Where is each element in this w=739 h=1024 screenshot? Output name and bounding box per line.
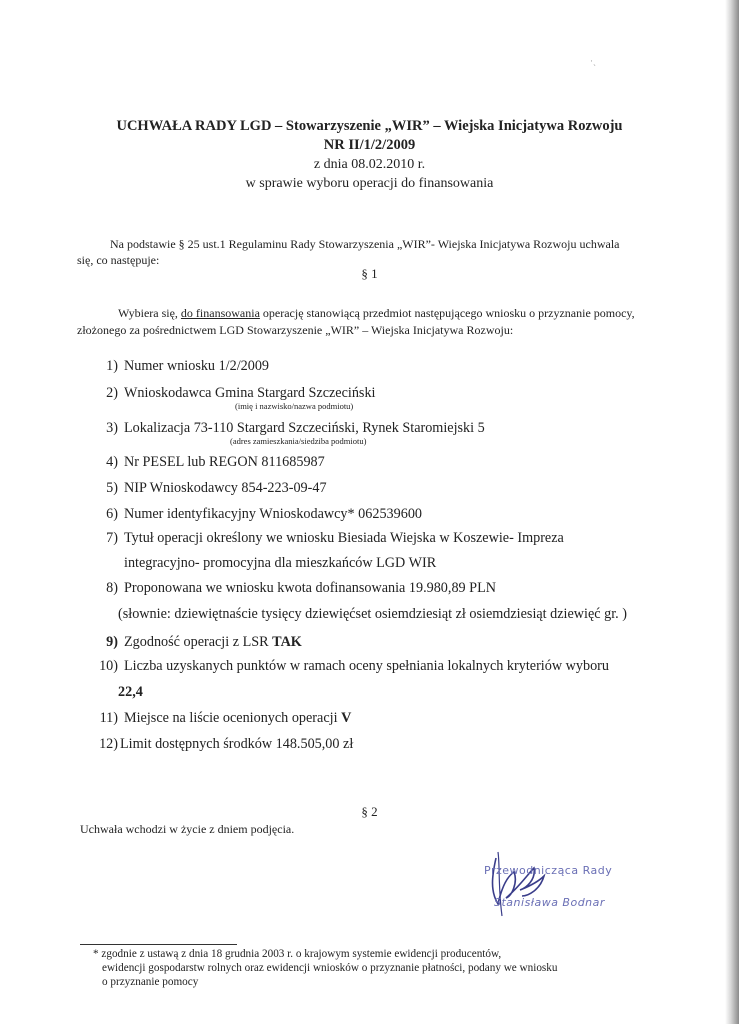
- preamble-line-2: się, co następuje:: [77, 253, 160, 267]
- resolution-date: z dnia 08.02.2010 r.: [313, 157, 426, 172]
- resolution-title: UCHWAŁA RADY LGD – Stowarzyszenie „WIR” – Wiejska Inicjatywa Rozwoju: [116, 118, 623, 134]
- field-note: (imię i nazwisko/nazwa podmiotu): [235, 401, 354, 411]
- list-item: 9) Zgodność operacji z LSR TAK: [106, 634, 302, 650]
- list-item: 3) Lokalizacja 73-110 Stargard Szczeciński, Rynek Staromiejski 5: [106, 420, 485, 436]
- list-item: 2) Wnioskodawca Gmina Stargard Szczeciński: [106, 385, 376, 401]
- footnote-line-1: * zgodnie z ustawą z dnia 18 grudnia 2003 r. o krajowym systemie ewidencji producentów,: [93, 948, 502, 960]
- section-1-heading: § 1: [361, 266, 378, 281]
- list-item: 11) Miejsce na liście ocenionych operacji V: [99, 710, 352, 726]
- list-item: 1) Numer wniosku 1/2/2009: [106, 358, 270, 374]
- footnote-line-2: ewidencji gospodarstw rolnych oraz ewidencji wniosków o przyznanie płatności, podany we wniosku: [102, 962, 558, 974]
- list-item: 8) Proponowana we wniosku kwota dofinansowania 19.980,89 PLN: [106, 580, 496, 596]
- scan-speck: ·ˏ: [590, 56, 596, 66]
- intro-line-1: Wybiera się, do finansowania operację stanowiącą przedmiot następującego wniosku o przyznanie pomocy,: [118, 306, 635, 320]
- compliance-value: TAK: [272, 634, 302, 650]
- resolution-number: NR II/1/2/2009: [323, 137, 416, 153]
- final-provision: Uchwała wchodzi w życie z dniem podjęcia.: [80, 822, 295, 836]
- list-item: 7) Tytuł operacji określony we wniosku Biesiada Wiejska w Koszewie- Impreza: [106, 530, 564, 546]
- resolution-subject: w sprawie wyboru operacji do finansowania: [245, 176, 494, 191]
- points-value: 22,4: [118, 684, 143, 700]
- list-item: 6) Numer identyfikacyjny Wnioskodawcy* 062539600: [106, 506, 423, 522]
- list-item-continuation: integracyjno- promocyjna dla mieszkańców LGD WIR: [124, 555, 437, 571]
- footnote-line-3: o przyznanie pomocy: [102, 976, 199, 988]
- list-item: 4) Nr PESEL lub REGON 811685987: [106, 454, 325, 470]
- section-2-heading: § 2: [361, 804, 378, 819]
- field-note: (adres zamieszkania/siedziba podmiotu): [230, 436, 367, 446]
- handwritten-signature-icon: [468, 846, 628, 926]
- stamp-title: Przewodnicząca Rady: [484, 864, 613, 877]
- intro-line-2: złożonego za pośrednictwem LGD Stowarzyszenie „WIR” – Wiejska Inicjatywa Rozwoju:: [77, 323, 514, 337]
- list-item-continuation: (słownie: dziewiętnaście tysięcy dziewięćset osiemdziesiąt zł osiemdziesiąt dziewięć gr. ): [118, 606, 627, 622]
- list-item: 5) NIP Wnioskodawcy 854-223-09-47: [106, 480, 327, 496]
- list-item: 12) Limit dostępnych środków 148.505,00 zł: [99, 736, 354, 752]
- rank-value: V: [341, 710, 352, 726]
- intro-underlined-text: do finansowania: [180, 306, 260, 320]
- signature-stamp: [468, 846, 628, 926]
- list-item: 10) Liczba uzyskanych punktów w ramach oceny spełniania lokalnych kryteriów wyboru: [99, 658, 609, 674]
- stamp-name: Stanisława Bodnar: [494, 896, 605, 909]
- footnote-divider: [80, 944, 237, 945]
- preamble-line-1: Na podstawie § 25 ust.1 Regulaminu Rady Stowarzyszenia „WIR”- Wiejska Inicjatywa Rozwoju uchwala: [110, 237, 620, 251]
